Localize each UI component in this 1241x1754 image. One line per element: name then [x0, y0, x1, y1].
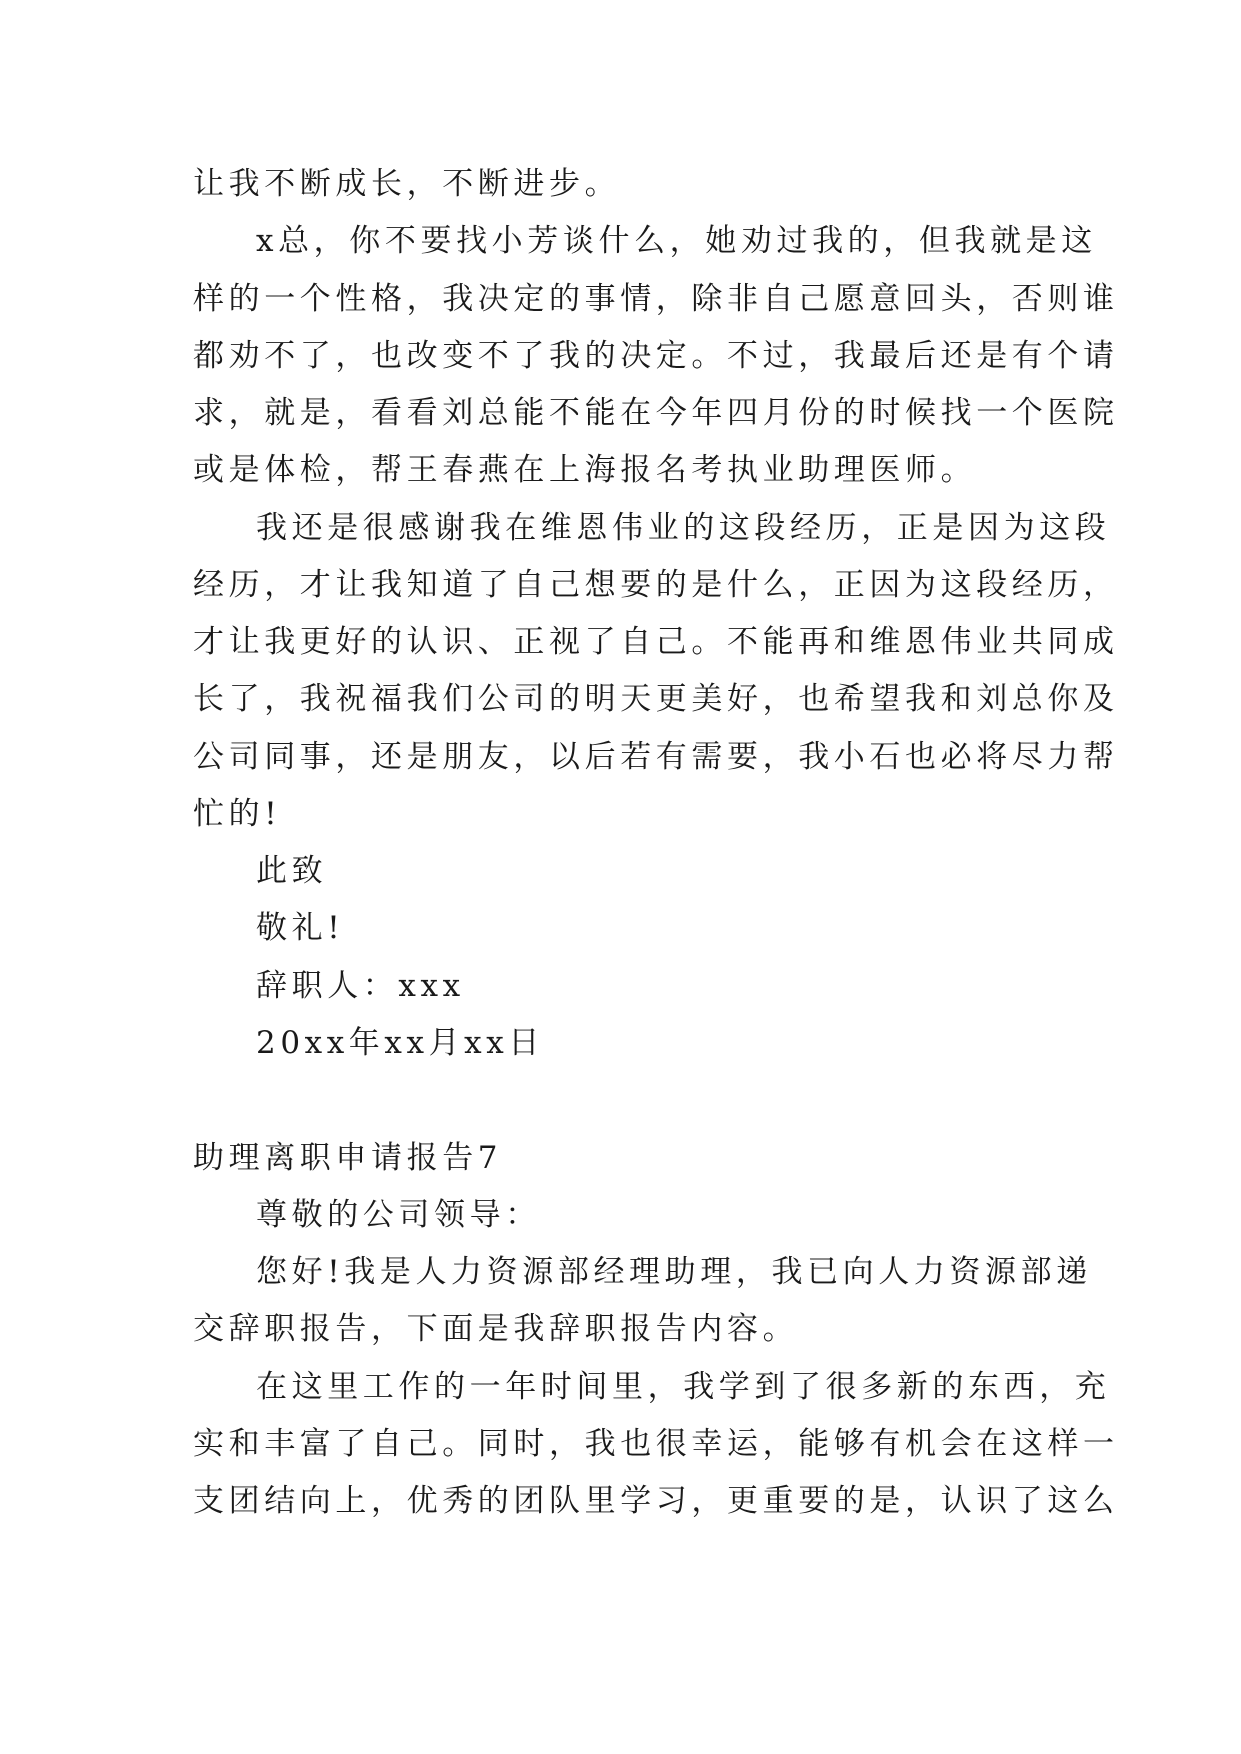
date-line: 20xx年xx月xx日 — [256, 1025, 544, 1061]
paragraph-line: 忙的! — [193, 796, 282, 832]
paragraph-line: 交辞职报告，下面是我辞职报告内容。 — [193, 1311, 799, 1347]
section-title: 助理离职申请报告7 — [193, 1140, 503, 1176]
paragraph-line: 我还是很感谢我在维恩伟业的这段经历，正是因为这段 — [256, 510, 1111, 546]
paragraph-line: 求，就是，看看刘总能不能在今年四月份的时候找一个医院 — [193, 395, 1119, 431]
salutation-line: 尊敬的公司领导： — [256, 1197, 541, 1233]
paragraph-line: 才让我更好的认识、正视了自己。不能再和维恩伟业共同成 — [193, 624, 1119, 660]
paragraph-line: 经历，才让我知道了自己想要的是什么，正因为这段经历， — [193, 567, 1119, 603]
closing-line: 敬礼! — [256, 910, 345, 946]
paragraph-line: 或是体检，帮王春燕在上海报名考执业助理医师。 — [193, 452, 977, 488]
paragraph-line: 支团结向上，优秀的团队里学习，更重要的是，认识了这么 — [193, 1483, 1119, 1519]
paragraph-line: 公司同事，还是朋友，以后若有需要，我小石也必将尽力帮 — [193, 739, 1119, 775]
paragraph-line: 都劝不了，也改变不了我的决定。不过，我最后还是有个请 — [193, 338, 1119, 374]
paragraph-line: 让我不断成长，不断进步。 — [193, 166, 621, 202]
paragraph-line: 您好!我是人力资源部经理助理，我已向人力资源部递 — [256, 1254, 1092, 1290]
paragraph-line: 实和丰富了自己。同时，我也很幸运，能够有机会在这样一 — [193, 1426, 1119, 1462]
paragraph-line: 长了，我祝福我们公司的明天更美好，也希望我和刘总你及 — [193, 681, 1119, 717]
paragraph-line: x总，你不要找小芳谈什么，她劝过我的，但我就是这 — [256, 223, 1097, 259]
paragraph-line: 在这里工作的一年时间里，我学到了很多新的东西，充 — [256, 1369, 1111, 1405]
paragraph-line: 样的一个性格，我决定的事情，除非自己愿意回头，否则谁 — [193, 281, 1119, 317]
signature-line: 辞职人：xxx — [256, 968, 465, 1004]
closing-line: 此致 — [256, 853, 328, 889]
